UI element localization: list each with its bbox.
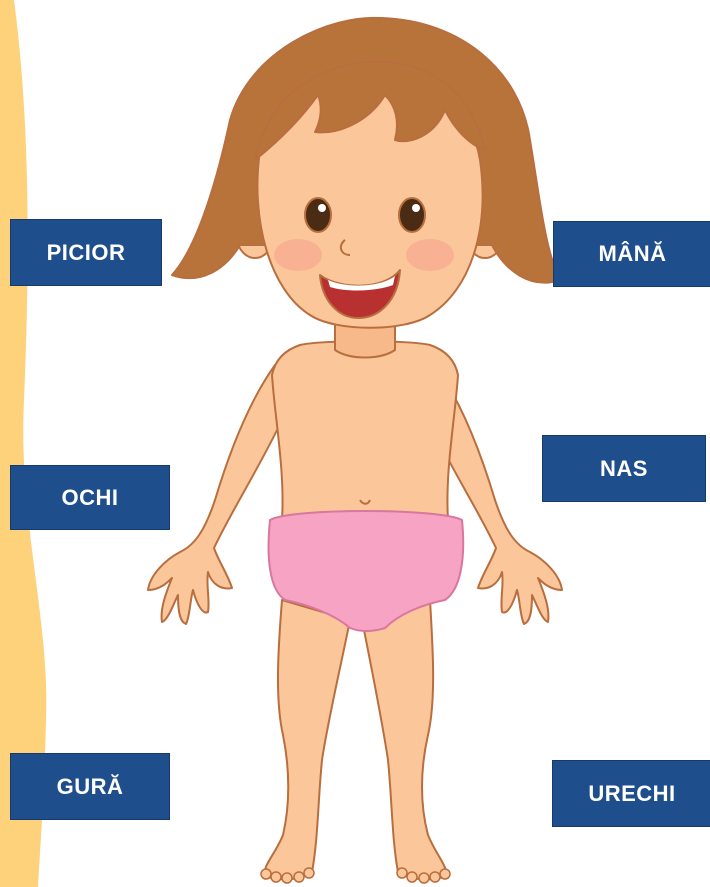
right-cheek (406, 239, 454, 271)
left-leg (265, 600, 350, 879)
right-leg (362, 600, 446, 879)
label-mana[interactable]: MÂNĂ (553, 221, 710, 287)
torso (272, 341, 458, 520)
child-figure (148, 18, 562, 883)
label-urechi[interactable]: URECHI (552, 760, 710, 827)
label-ochi[interactable]: OCHI (10, 465, 170, 530)
label-nas[interactable]: NAS (542, 435, 706, 502)
label-picior[interactable]: PICIOR (10, 219, 162, 286)
right-eye (399, 198, 425, 232)
label-gura[interactable]: GURĂ (10, 753, 170, 820)
left-cheek (274, 239, 322, 271)
left-eye (305, 198, 331, 232)
